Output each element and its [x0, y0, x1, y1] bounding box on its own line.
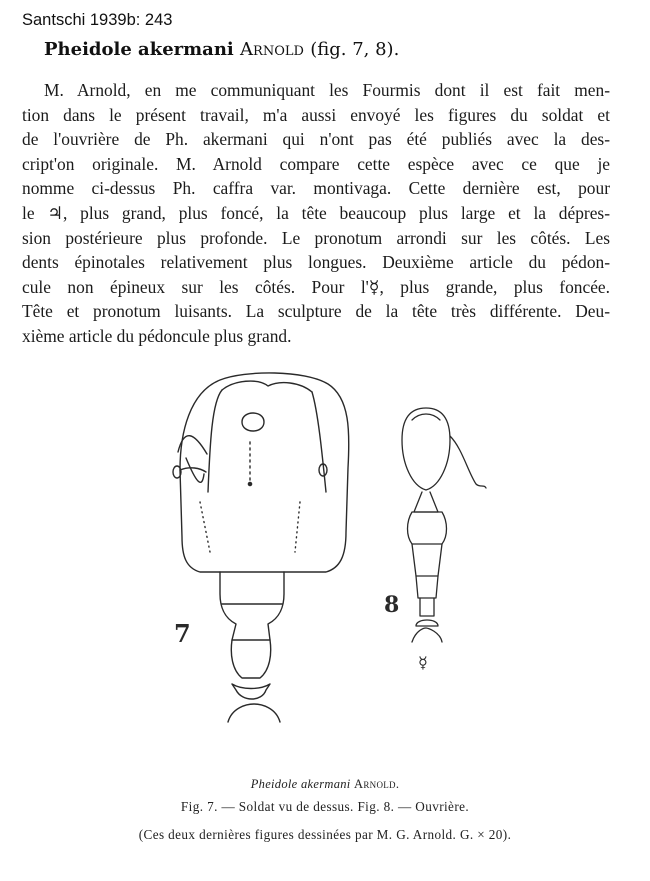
- worker-symbol: ☿: [418, 653, 428, 672]
- figure-plate: [150, 372, 510, 780]
- paragraph-line: dents épinotales relativement plus longues. Deuxième article du pédon-: [22, 252, 610, 273]
- figure-caption-title: [0, 777, 650, 792]
- worker-drawing: [402, 408, 486, 642]
- paragraph-line: cule non épineux sur les côtés. Pour l'☿, plus grande, plus foncée.: [22, 276, 610, 297]
- paragraph-line: le ♃, plus grand, plus foncé, la tête beaucoup plus large et la dépres-: [22, 202, 610, 223]
- species-heading: [44, 39, 399, 60]
- soldier-drawing: [173, 373, 349, 722]
- fig8-label: 8: [384, 592, 400, 618]
- paragraph-line: xième article du pédoncule plus grand.: [22, 325, 292, 346]
- paragraph-line: sion postérieure plus profonde. Le pronotum arrondi sur les côtés. Les: [22, 227, 610, 248]
- caption-author: Arnold.: [354, 777, 400, 791]
- figure-caption-line-1: Fig. 7. — Soldat vu de dessus. Fig. 8. — Ouvrière.: [180, 799, 470, 814]
- heading-species: Pheidole akermani: [44, 39, 234, 60]
- paragraph-line: tion dans le présent travail, m'a aussi envoyé les figures du soldat et: [22, 104, 610, 125]
- paragraph-line: nomme ci-dessus Ph. caffra var. montivaga. Cette dernière est, pour: [22, 178, 610, 199]
- heading-author: Arnold: [240, 39, 304, 60]
- description-paragraph: [22, 78, 610, 349]
- paragraph-line: cript'on originale. M. Arnold compare cette espèce avec ce que je: [22, 153, 610, 174]
- paragraph-line: de l'ouvrière de Ph. akermani qui n'ont pas été publiés avec la des-: [22, 129, 610, 150]
- caption-species: Pheidole akermani: [250, 777, 351, 791]
- heading-fig-ref: (fig. 7, 8).: [310, 39, 400, 60]
- paragraph-line: M. Arnold, en me communiquant les Fourmis dont il est fait men-: [44, 80, 610, 100]
- source-label: Santschi 1939b: 243: [22, 11, 173, 29]
- figure-caption-line-2: (Ces deux dernières figures dessinées par M. G. Arnold. G. × 20).: [138, 827, 512, 842]
- fig7-label: 7: [174, 619, 191, 648]
- paragraph-line: Tête et pronotum luisants. La sculpture de la tête très différente. Deu-: [22, 301, 610, 322]
